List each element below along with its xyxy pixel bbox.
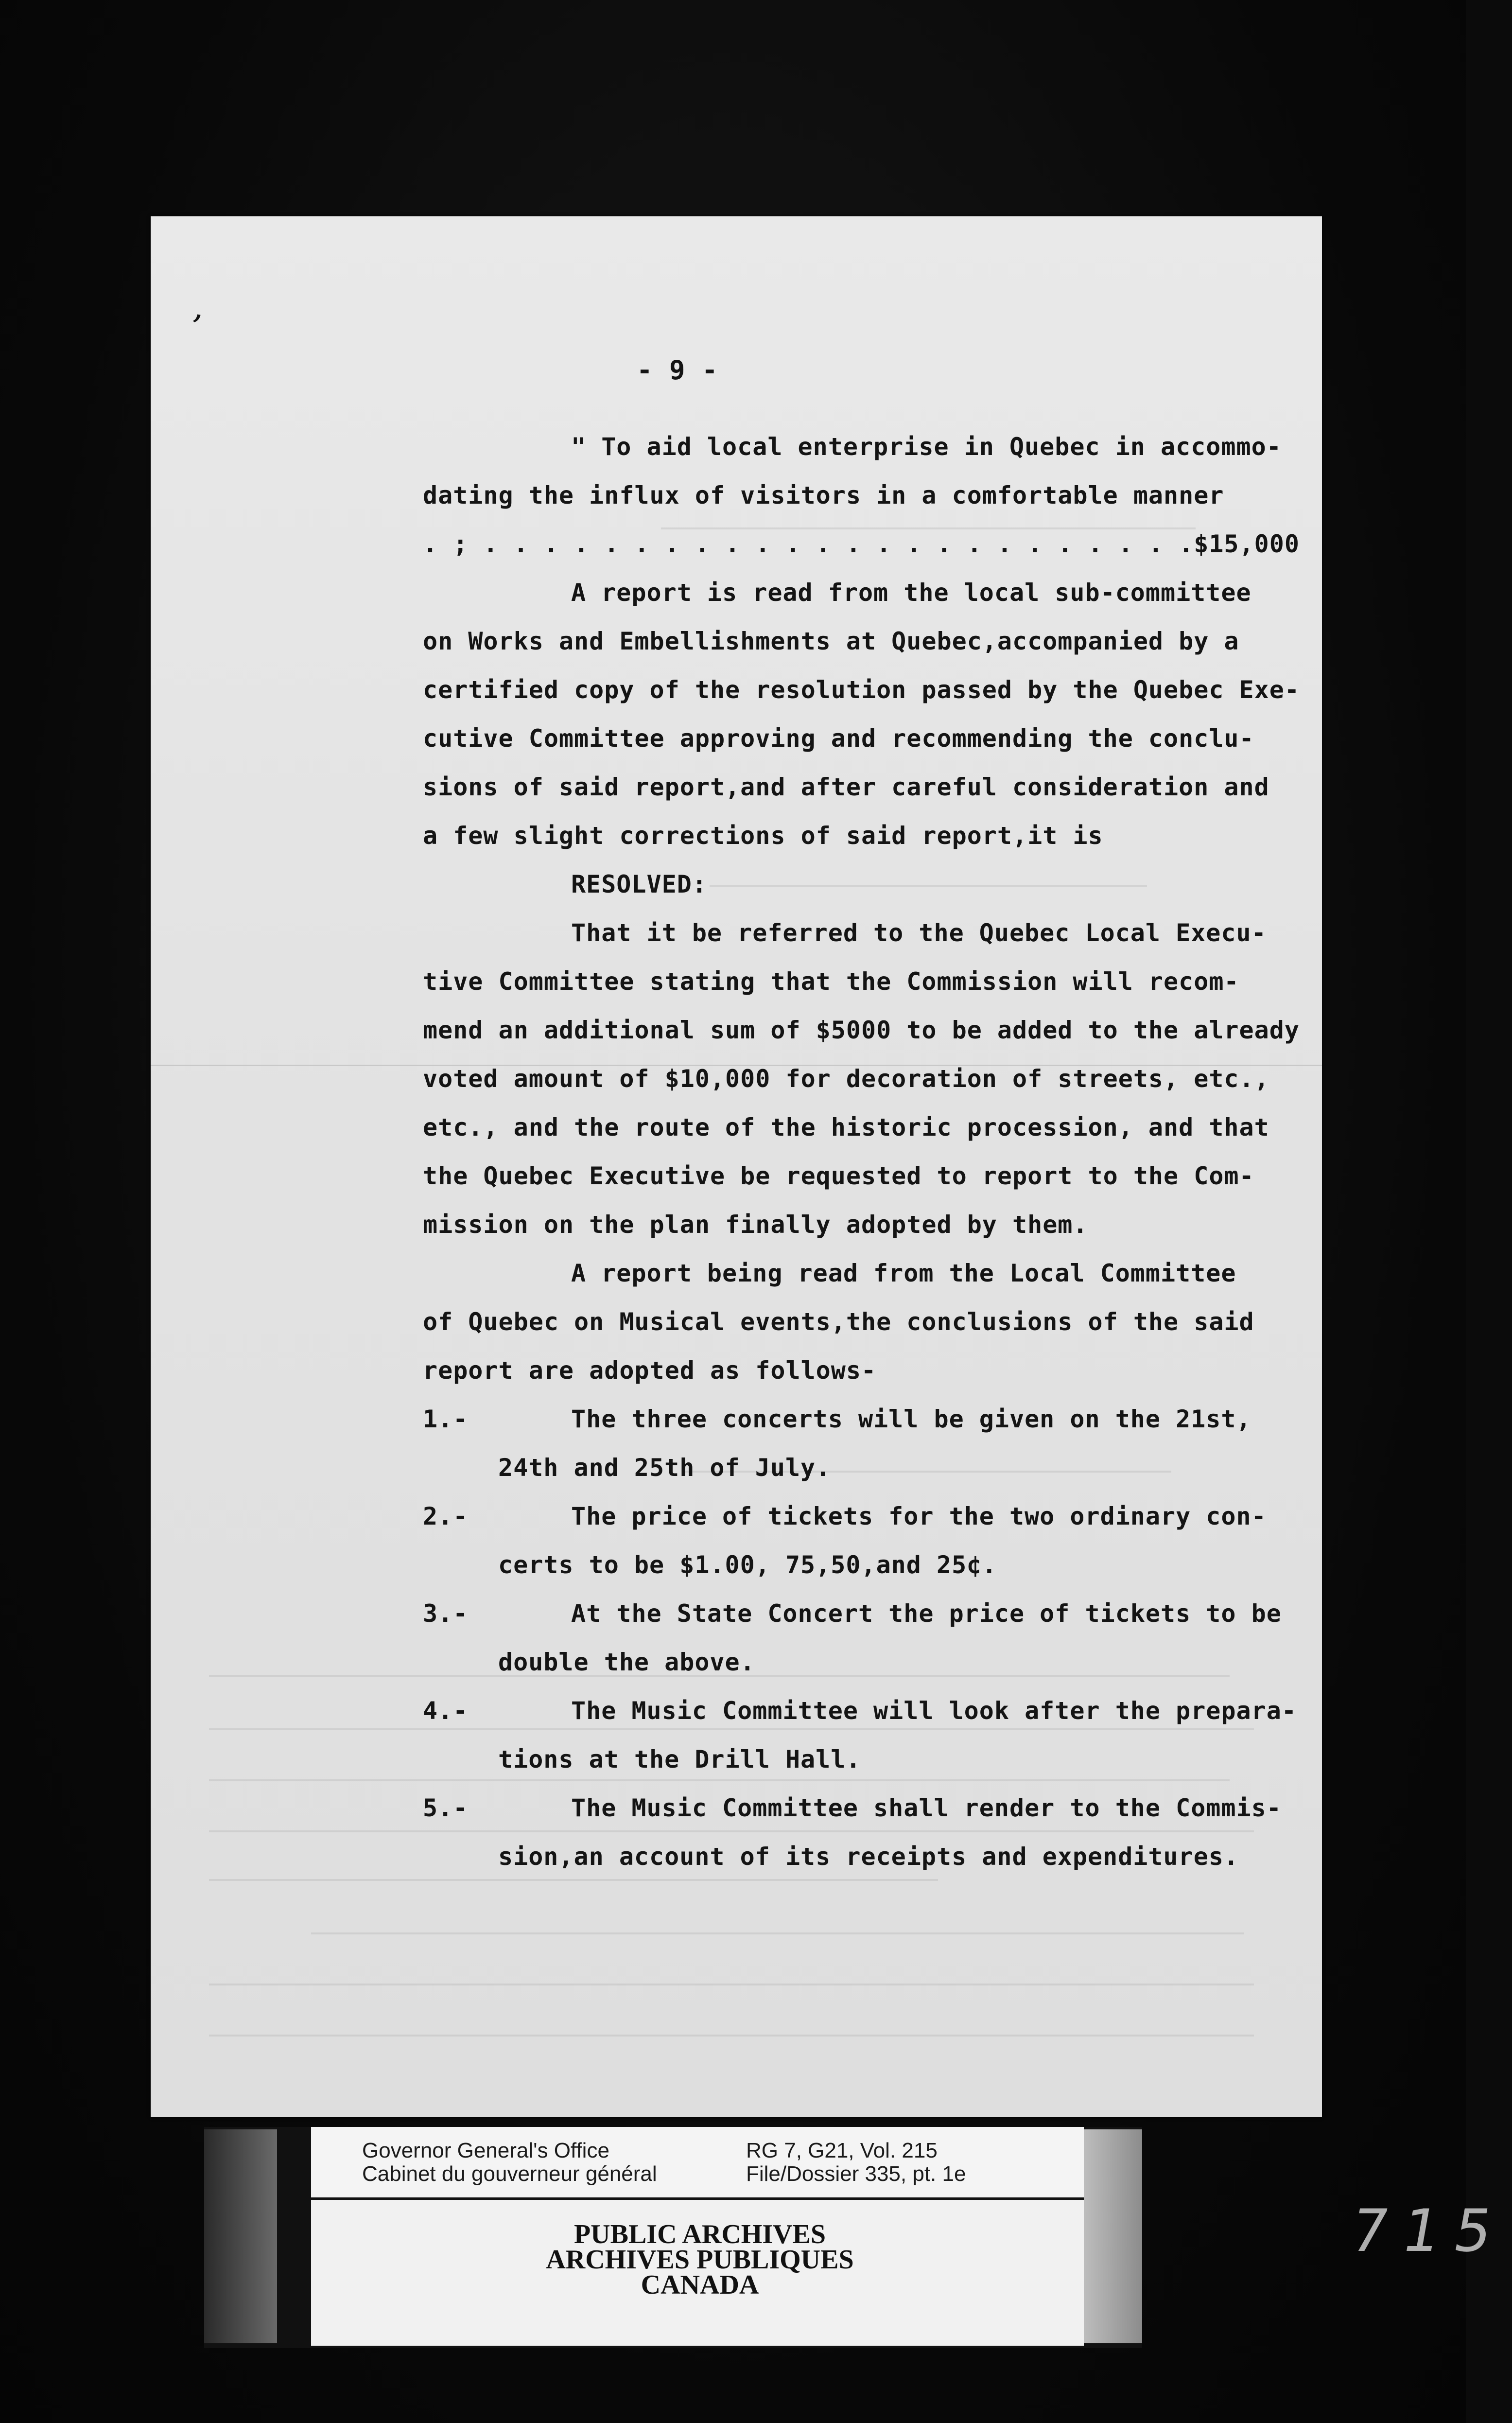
text-line: of Quebec on Musical events,the conclusions of the said <box>423 1308 1254 1336</box>
margin-mark: , <box>191 286 209 328</box>
list-item-text: The Music Committee shall render to the Commis- <box>571 1794 1282 1822</box>
resolved-heading: RESOLVED: <box>571 870 707 898</box>
list-item-number: 2.- <box>423 1502 469 1530</box>
text-line: dating the influx of visitors in a comfortable manner <box>423 481 1224 509</box>
archives-stamp-line-2: ARCHIVES PUBLIQUES <box>546 2245 854 2275</box>
text-line: etc., and the route of the historic procession, and that <box>423 1113 1269 1141</box>
frame-number: 715 <box>1345 2197 1512 2265</box>
text-line: on Works and Embellishments at Quebec,accompanied by a <box>423 627 1239 655</box>
list-item-text: sion,an account of its receipts and expenditures. <box>498 1843 1239 1871</box>
text-line: sions of said report,and after careful consideration and <box>423 773 1269 801</box>
list-item-text: At the State Concert the price of tickets to be <box>571 1599 1282 1628</box>
text-line: the Quebec Executive be requested to report to the Com- <box>423 1162 1254 1190</box>
text-line: certified copy of the resolution passed by the Quebec Exe- <box>423 676 1300 704</box>
text-line: voted amount of $10,000 for decoration of streets, etc., <box>423 1065 1269 1093</box>
list-item-text: The Music Committee will look after the prepara- <box>571 1697 1297 1725</box>
label-edge-left <box>204 2129 277 2343</box>
list-item-number: 3.- <box>423 1599 469 1628</box>
list-item-number: 1.- <box>423 1405 469 1433</box>
text-line: . ; . . . . . . . . . . . . . . . . . . . . . . . .$15,000 <box>423 530 1300 558</box>
label-edge-right <box>1084 2129 1142 2343</box>
text-line: That it be referred to the Quebec Local Execu- <box>571 919 1267 947</box>
text-line: A report being read from the Local Committee <box>571 1259 1236 1287</box>
text-line: mission on the plan finally adopted by them. <box>423 1211 1088 1239</box>
text-line: A report is read from the local sub-committee <box>571 579 1251 607</box>
text-line: cutive Committee approving and recommending the conclu- <box>423 724 1254 753</box>
list-item-text: certs to be $1.00, 75,50,and 25¢. <box>498 1551 997 1579</box>
list-item-text: tions at the Drill Hall. <box>498 1745 861 1773</box>
text-line: a few slight corrections of said report,it is <box>423 822 1103 850</box>
file-ref: File/Dossier 335, pt. 1e <box>746 2162 966 2186</box>
list-item-text: double the above. <box>498 1648 755 1676</box>
page-number: - 9 - <box>637 355 718 386</box>
list-item-text: The three concerts will be given on the 21st, <box>571 1405 1251 1433</box>
text-line: report are adopted as follows- <box>423 1356 877 1385</box>
list-item-text: The price of tickets for the two ordinary con- <box>571 1502 1267 1530</box>
record-group-ref: RG 7, G21, Vol. 215 <box>746 2139 938 2162</box>
office-name-en: Governor General's Office <box>362 2139 609 2162</box>
archives-stamp-line-1: PUBLIC ARCHIVES <box>574 2219 826 2249</box>
text-line: tive Committee stating that the Commission will recom- <box>423 967 1239 996</box>
list-item-number: 5.- <box>423 1794 469 1822</box>
archives-stamp-line-3: CANADA <box>641 2270 759 2300</box>
office-name-fr: Cabinet du gouverneur général <box>362 2162 657 2186</box>
list-item-text: 24th and 25th of July. <box>498 1454 831 1482</box>
text-line: " To aid local enterprise in Quebec in accommo- <box>571 433 1282 461</box>
text-line: mend an additional sum of $5000 to be added to the already <box>423 1016 1300 1044</box>
list-item-number: 4.- <box>423 1697 469 1725</box>
